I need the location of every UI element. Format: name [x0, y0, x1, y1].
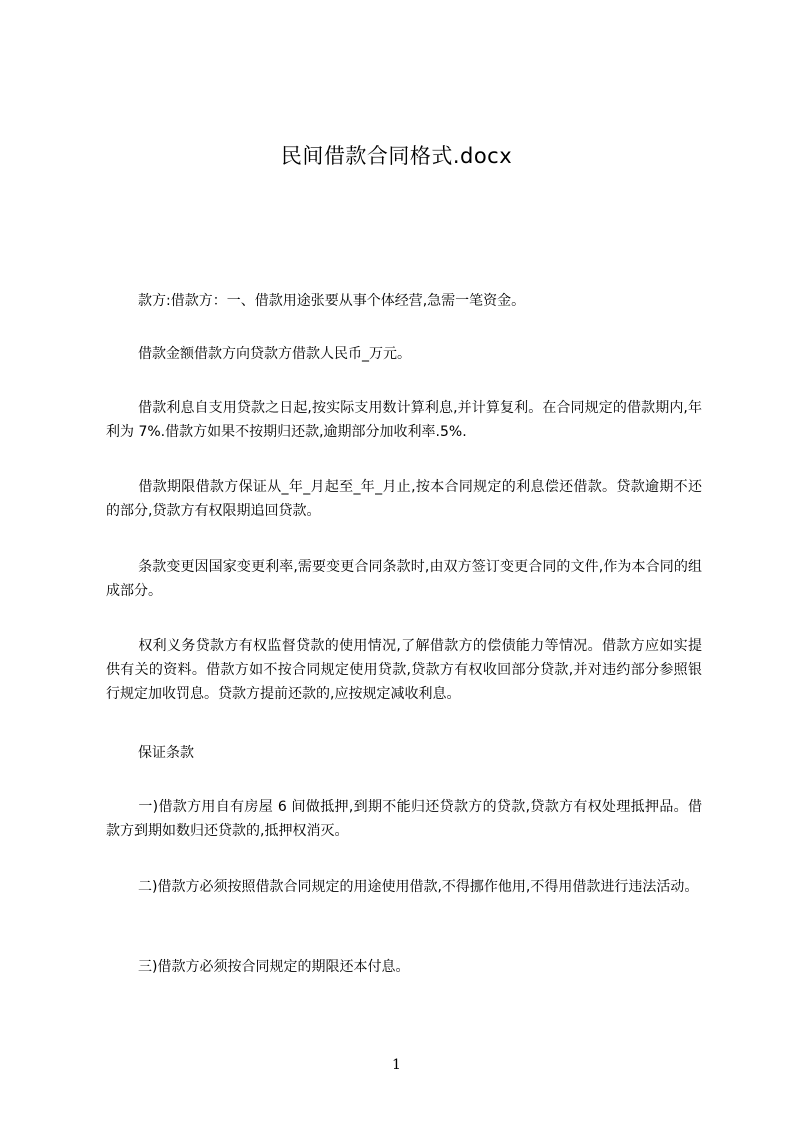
- paragraph-text: 一)借款方用自有房屋 6 间做抵押,到期不能归还贷款方的贷款,贷款方有权处理抵押品。借款方到期如数归还贷款的,抵押权消灭。: [106, 799, 702, 839]
- paragraph-text: 二)借款方必须按照借款合同规定的用途使用借款,不得挪作他用,不得用借款进行违法活动。: [138, 879, 699, 895]
- paragraph-clause-1: [106, 795, 702, 843]
- paragraph-text: 保证条款: [138, 745, 194, 761]
- paragraph-rights: [106, 634, 702, 706]
- paragraph-text: 借款利息自支用贷款之日起,按实际支用数计算利息,并计算复利。在合同规定的借款期内,年利为 7%.借款方如果不按期归还款,逾期部分加收利率.5%.: [106, 400, 702, 440]
- paragraph-clause-2: [106, 875, 702, 899]
- paragraph-text: 借款期限借款方保证从_年_月起至_年_月止,按本合同规定的利息偿还借款。贷款逾期不还的部分,贷款方有权限期追回贷款。: [106, 479, 702, 519]
- paragraph-text: 借款金额借款方向贷款方借款人民币_万元。: [138, 346, 411, 362]
- paragraph-purpose: [106, 289, 702, 313]
- paragraph-text: 款方:借款方：一、借款用途张要从事个体经营,急需一笔资金。: [138, 293, 526, 309]
- paragraph-text: 三)借款方必须按合同规定的期限还本付息。: [138, 959, 410, 975]
- paragraph-change: [106, 555, 702, 603]
- paragraph-term: [106, 475, 702, 523]
- paragraph-interest: [106, 396, 702, 444]
- document-title: 民间借款合同格式.docx: [280, 144, 513, 168]
- page-number: 1: [392, 1057, 401, 1073]
- paragraph-guarantee-heading: [106, 741, 702, 765]
- paragraph-text: 条款变更因国家变更利率,需要变更合同条款时,由双方签订变更合同的文件,作为本合同的组成部分。: [106, 559, 702, 599]
- paragraph-clause-3: [106, 955, 702, 979]
- paragraph-amount: [106, 342, 702, 366]
- paragraph-text: 权利义务贷款方有权监督贷款的使用情况,了解借款方的偿债能力等情况。借款方应如实提供有关的资料。借款方如不按合同规定使用贷款,贷款方有权收回部分贷款,并对违约部分参照银行规定加收罚息。贷款方提前还款的,应按规定减收利息。: [106, 638, 702, 702]
